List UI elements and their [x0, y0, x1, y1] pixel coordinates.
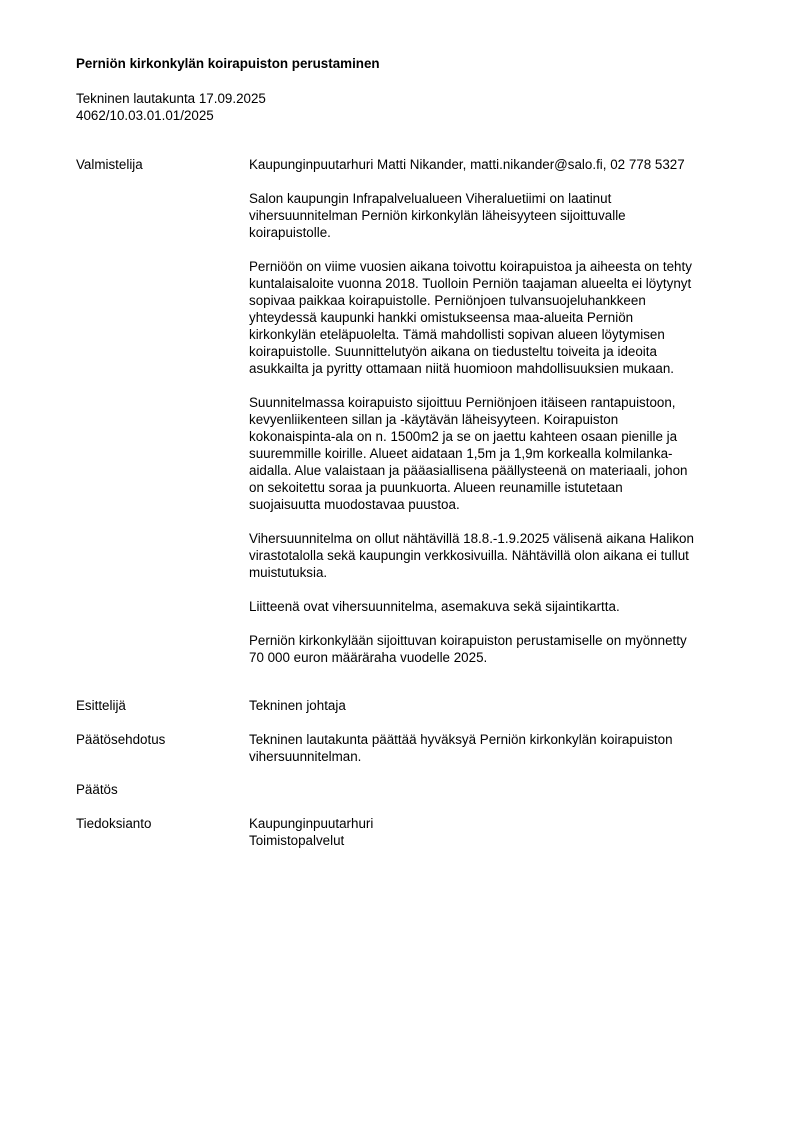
body-line: Perniön kirkonkylään sijoittuvan koirapuiston perustamiselle on myönnetty: [249, 633, 687, 648]
section-label: Esittelijä: [76, 698, 126, 713]
body-paragraph: [249, 598, 746, 615]
section-label: Päätösehdotus: [76, 732, 166, 747]
body-paragraph: [249, 394, 746, 513]
body-line: Liitteenä ovat vihersuunnitelma, asemakuva sekä sijaintikartta.: [249, 599, 620, 614]
body-line: Tekninen lautakunta päättää hyväksyä Perniön kirkonkylän koirapuiston: [249, 732, 673, 747]
body-line: 70 000 euron määräraha vuodelle 2025.: [249, 650, 488, 665]
body-line: Perniöön on viime vuosien aikana toivottu koirapuistoa ja aiheesta on tehty: [249, 259, 692, 274]
meeting-line: Tekninen lautakunta 17.09.2025: [76, 91, 266, 106]
document-title: Perniön kirkonkylän koirapuiston perustaminen: [76, 56, 380, 71]
body-line: Toimistopalvelut: [249, 833, 345, 848]
body-line: aidalla. Alue valaistaan ja pääasiallisena päällysteenä on materiaali, johon: [249, 463, 688, 478]
body-line: Kaupunginpuutarhuri Matti Nikander, matti.nikander@salo.fi, 02 778 5327: [249, 157, 685, 172]
section-label: Valmistelija: [76, 157, 143, 172]
body-line: vihersuunnitelman Perniön kirkonkylän läheisyyteen sijoittuvalle: [249, 208, 626, 223]
body-line: Suunnitelmassa koirapuisto sijoittuu Perniönjoen itäiseen rantapuistoon,: [249, 395, 676, 410]
section-label: Tiedoksianto: [76, 816, 152, 831]
body-line: suojaisuutta muodostavaa puustoa.: [249, 497, 460, 512]
section-body: Tekninen johtaja: [249, 698, 346, 713]
section-body: [249, 156, 746, 683]
body-line: virastotalolla sekä kaupungin verkkosivuilla. Nähtävillä olon aikana ei tullut: [249, 548, 689, 563]
body-line: Vihersuunnitelma on ollut nähtävillä 18.8.-1.9.2025 välisenä aikana Halikon: [249, 531, 694, 546]
body-line: on sekoitettu soraa ja puunkuorta. Alueen reunamille istutetaan: [249, 480, 623, 495]
body-line: vihersuunnitelman.: [249, 749, 362, 764]
section-body: [249, 815, 746, 849]
body-line: sopivaa paikkaa koirapuistolle. Perniönjoen tulvansuojeluhankkeen: [249, 293, 646, 308]
body-line: muistutuksia.: [249, 565, 328, 580]
body-line: asukkailta ja pyritty ottamaan niitä huomioon mahdollisuuksien mukaan.: [249, 361, 675, 376]
record-id: 4062/10.03.01.01/2025: [76, 108, 214, 123]
body-paragraph: [249, 156, 746, 173]
body-paragraph: [249, 258, 746, 377]
section-body: [249, 731, 746, 765]
meeting-info: [76, 90, 266, 124]
body-line: yhteydessä kaupunki hankki omistukseensa maa-alueita Perniön: [249, 310, 634, 325]
body-paragraph: [249, 530, 746, 581]
body-line: kokonaispinta-ala on n. 1500m2 ja se on jaettu kahteen osaan pienille ja: [249, 429, 678, 444]
section-label: Päätös: [76, 782, 118, 797]
body-line: koirapuistolle.: [249, 225, 331, 240]
body-line: Kaupunginpuutarhuri: [249, 816, 374, 831]
body-paragraph: [249, 190, 746, 241]
body-line: koirapuistolle. Suunnittelutyön aikana on tiedusteltu toiveita ja ideoita: [249, 344, 657, 359]
body-line: suuremmille koirille. Alueet aidataan 1,5m ja 1,9m korkealla kolmilanka-: [249, 446, 673, 461]
body-paragraph: [249, 632, 746, 666]
body-line: kuntalaisaloite vuonna 2018. Tuolloin Perniön taajaman alueelta ei löytynyt: [249, 276, 692, 291]
body-line: kevyenliikenteen sillan ja -käytävän läheisyyteen. Koirapuiston: [249, 412, 619, 427]
body-line: kirkonkylän eteläpuolelta. Tämä mahdollisti sopivan alueen löytymisen: [249, 327, 665, 342]
body-line: Salon kaupungin Infrapalvelualueen Viheraluetiimi on laatinut: [249, 191, 612, 206]
